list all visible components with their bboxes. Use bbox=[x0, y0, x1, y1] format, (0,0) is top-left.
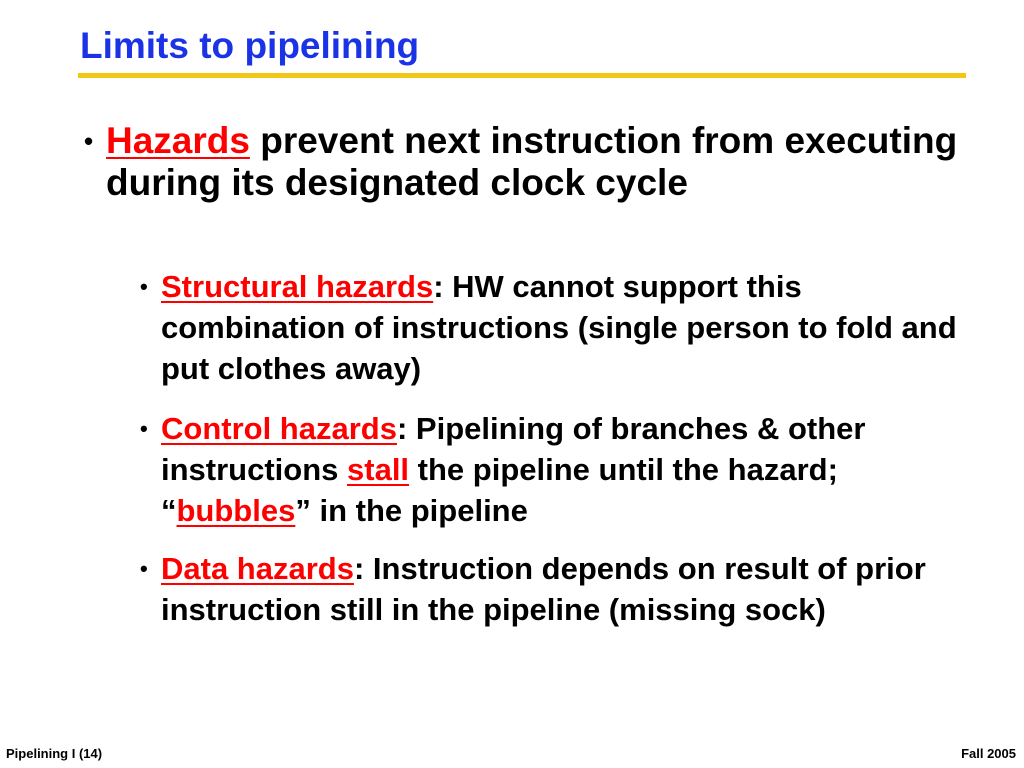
bullet-text bbox=[161, 266, 970, 389]
term-data-hazards: Data hazards bbox=[161, 551, 354, 586]
bullet-hazards-text: prevent next instruction from executing during its designated clock cycle bbox=[106, 120, 958, 203]
control-text-c: ” in the pipeline bbox=[295, 493, 528, 528]
footer-left: Pipelining I (14) bbox=[6, 746, 103, 761]
sub-bullet-structural bbox=[140, 266, 970, 389]
term-hazards: Hazards bbox=[106, 120, 250, 161]
sub-bullet-control bbox=[140, 408, 970, 531]
term-bubbles: bubbles bbox=[176, 493, 296, 528]
term-stall: stall bbox=[347, 452, 410, 487]
slide-title: Limits to pipelining bbox=[80, 25, 420, 66]
bullet-text bbox=[161, 408, 970, 531]
bullet-dot: • bbox=[84, 126, 94, 156]
bullet-dot: • bbox=[140, 416, 148, 441]
control-text-b: the pipeline until the hazard; “ bbox=[161, 452, 838, 528]
bullet-text bbox=[106, 120, 964, 204]
title-underline bbox=[78, 73, 966, 78]
bullet-dot: • bbox=[140, 556, 148, 581]
bullet-dot: • bbox=[140, 274, 148, 299]
term-control-hazards: Control hazards bbox=[161, 411, 397, 446]
data-text: : Instruction depends on result of prior instruction still in the pipeline (missing sock) bbox=[161, 551, 926, 627]
control-text-a: : Pipelining of branches & other instructions bbox=[161, 411, 866, 487]
structural-text: : HW cannot support this combination of instructions (single person to fold and put clothes away) bbox=[161, 269, 957, 386]
bullet-text bbox=[161, 548, 970, 630]
footer-right: Fall 2005 bbox=[961, 746, 1016, 761]
bullet-hazards bbox=[84, 120, 964, 204]
sub-bullet-data bbox=[140, 548, 970, 630]
term-structural-hazards: Structural hazards bbox=[161, 269, 434, 304]
